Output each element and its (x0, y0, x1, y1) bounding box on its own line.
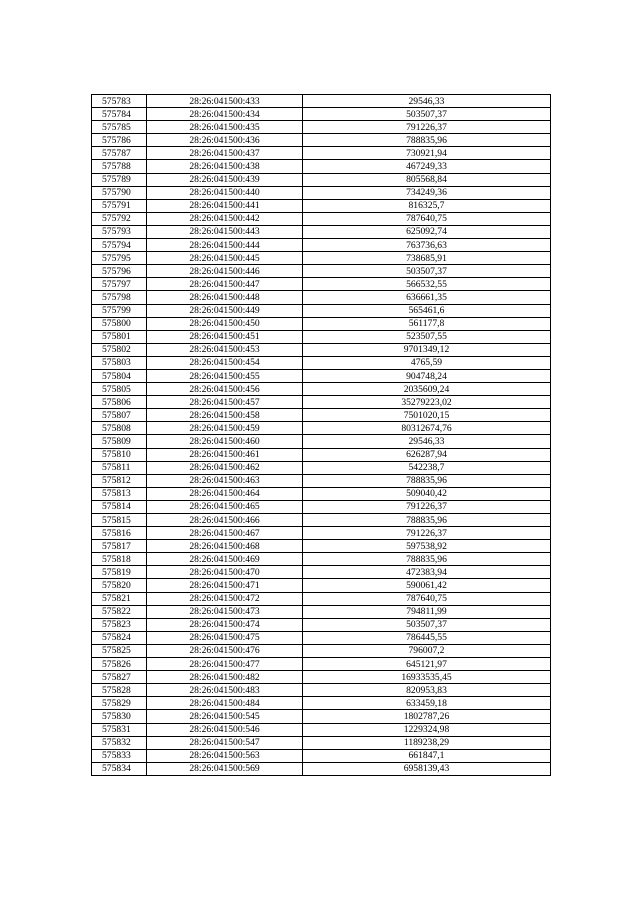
cadastral-value-cell: 597538,92 (303, 540, 551, 553)
cadastral-number-cell: 28:26:041500:468 (147, 540, 303, 553)
table-row (92, 199, 551, 212)
row-number-cell: 575800 (92, 317, 147, 330)
cadastral-number-cell: 28:26:041500:450 (147, 317, 303, 330)
row-number-cell: 575803 (92, 356, 147, 369)
cadastral-number-cell: 28:26:041500:461 (147, 448, 303, 461)
table-row (92, 487, 551, 500)
row-number-cell: 575811 (92, 461, 147, 474)
table-row (92, 618, 551, 631)
cadastral-number-cell: 28:26:041500:444 (147, 239, 303, 252)
cadastral-number-cell: 28:26:041500:547 (147, 736, 303, 749)
cadastral-value-cell: 2035609,24 (303, 383, 551, 396)
cadastral-value-cell: 661847,1 (303, 749, 551, 762)
cadastral-number-cell: 28:26:041500:455 (147, 369, 303, 382)
cadastral-number-cell: 28:26:041500:460 (147, 435, 303, 448)
cadastral-number-cell: 28:26:041500:434 (147, 108, 303, 121)
row-number-cell: 575819 (92, 566, 147, 579)
cadastral-number-cell: 28:26:041500:482 (147, 671, 303, 684)
table-row (92, 291, 551, 304)
table-row (92, 186, 551, 199)
table-row (92, 95, 551, 108)
cadastral-number-cell: 28:26:041500:458 (147, 409, 303, 422)
row-number-cell: 575830 (92, 710, 147, 723)
cadastral-number-cell: 28:26:041500:469 (147, 553, 303, 566)
row-number-cell: 575820 (92, 579, 147, 592)
cadastral-value-cell: 794811,99 (303, 605, 551, 618)
cadastral-number-cell: 28:26:041500:483 (147, 684, 303, 697)
cadastral-number-cell: 28:26:041500:433 (147, 95, 303, 108)
row-number-cell: 575817 (92, 540, 147, 553)
row-number-cell: 575808 (92, 422, 147, 435)
cadastral-value-cell: 6958139,43 (303, 762, 551, 775)
row-number-cell: 575788 (92, 160, 147, 173)
cadastral-number-cell: 28:26:041500:448 (147, 291, 303, 304)
cadastral-number-cell: 28:26:041500:471 (147, 579, 303, 592)
cadastral-number-cell: 28:26:041500:470 (147, 566, 303, 579)
cadastral-value-cell: 626287,94 (303, 448, 551, 461)
cadastral-value-cell: 503507,37 (303, 265, 551, 278)
table-row (92, 631, 551, 644)
table-row (92, 160, 551, 173)
table-row (92, 121, 551, 134)
row-number-cell: 575794 (92, 239, 147, 252)
cadastral-number-cell: 28:26:041500:546 (147, 723, 303, 736)
row-number-cell: 575810 (92, 448, 147, 461)
row-number-cell: 575796 (92, 265, 147, 278)
row-number-cell: 575821 (92, 592, 147, 605)
row-number-cell: 575783 (92, 95, 147, 108)
cadastral-number-cell: 28:26:041500:462 (147, 461, 303, 474)
row-number-cell: 575818 (92, 553, 147, 566)
cadastral-value-table (91, 94, 551, 776)
cadastral-value-cell: 1229324,98 (303, 723, 551, 736)
cadastral-value-cell: 1802787,26 (303, 710, 551, 723)
row-number-cell: 575799 (92, 304, 147, 317)
row-number-cell: 575802 (92, 343, 147, 356)
cadastral-value-cell: 816325,7 (303, 199, 551, 212)
cadastral-value-cell: 904748,24 (303, 369, 551, 382)
cadastral-value-cell: 791226,37 (303, 121, 551, 134)
cadastral-value-cell: 4765,59 (303, 356, 551, 369)
cadastral-value-cell: 566532,55 (303, 278, 551, 291)
cadastral-number-cell: 28:26:041500:473 (147, 605, 303, 618)
table-row (92, 108, 551, 121)
cadastral-number-cell: 28:26:041500:463 (147, 474, 303, 487)
cadastral-number-cell: 28:26:041500:453 (147, 343, 303, 356)
cadastral-value-cell: 788835,96 (303, 553, 551, 566)
cadastral-number-cell: 28:26:041500:439 (147, 173, 303, 186)
table-row (92, 252, 551, 265)
cadastral-value-cell: 763736,63 (303, 239, 551, 252)
table-row (92, 134, 551, 147)
table-row (92, 317, 551, 330)
row-number-cell: 575813 (92, 487, 147, 500)
row-number-cell: 575795 (92, 252, 147, 265)
row-number-cell: 575784 (92, 108, 147, 121)
row-number-cell: 575812 (92, 474, 147, 487)
row-number-cell: 575790 (92, 186, 147, 199)
cadastral-number-cell: 28:26:041500:569 (147, 762, 303, 775)
row-number-cell: 575809 (92, 435, 147, 448)
table-row (92, 592, 551, 605)
cadastral-number-cell: 28:26:041500:467 (147, 527, 303, 540)
cadastral-value-cell: 29546,33 (303, 435, 551, 448)
row-number-cell: 575814 (92, 500, 147, 513)
cadastral-value-cell: 796007,2 (303, 644, 551, 657)
cadastral-value-cell: 645121,97 (303, 658, 551, 671)
cadastral-number-cell: 28:26:041500:464 (147, 487, 303, 500)
cadastral-value-cell: 788835,96 (303, 134, 551, 147)
table-row (92, 527, 551, 540)
cadastral-value-cell: 636661,35 (303, 291, 551, 304)
table-row (92, 225, 551, 238)
cadastral-number-cell: 28:26:041500:484 (147, 697, 303, 710)
table-row (92, 173, 551, 186)
row-number-cell: 575829 (92, 697, 147, 710)
table-row (92, 553, 551, 566)
cadastral-value-cell: 738685,91 (303, 252, 551, 265)
table-row (92, 330, 551, 343)
table-row (92, 383, 551, 396)
cadastral-number-cell: 28:26:041500:477 (147, 658, 303, 671)
cadastral-number-cell: 28:26:041500:475 (147, 631, 303, 644)
table-row (92, 304, 551, 317)
table-row (92, 540, 551, 553)
cadastral-number-cell: 28:26:041500:442 (147, 212, 303, 225)
row-number-cell: 575826 (92, 658, 147, 671)
table-row (92, 749, 551, 762)
table-row (92, 514, 551, 527)
table-row (92, 448, 551, 461)
cadastral-value-cell: 35279223,02 (303, 396, 551, 409)
table-row (92, 239, 551, 252)
table-row (92, 461, 551, 474)
cadastral-number-cell: 28:26:041500:459 (147, 422, 303, 435)
cadastral-value-cell: 509040,42 (303, 487, 551, 500)
table-row (92, 723, 551, 736)
cadastral-value-cell: 467249,33 (303, 160, 551, 173)
row-number-cell: 575786 (92, 134, 147, 147)
cadastral-value-cell: 9701349,12 (303, 343, 551, 356)
table-row (92, 343, 551, 356)
cadastral-number-cell: 28:26:041500:465 (147, 500, 303, 513)
table-row (92, 605, 551, 618)
cadastral-value-cell: 565461,6 (303, 304, 551, 317)
table-row (92, 684, 551, 697)
table-row (92, 435, 551, 448)
table-row (92, 658, 551, 671)
row-number-cell: 575827 (92, 671, 147, 684)
cadastral-number-cell: 28:26:041500:436 (147, 134, 303, 147)
table-row (92, 762, 551, 775)
cadastral-value-cell: 80312674,76 (303, 422, 551, 435)
cadastral-value-cell: 788835,96 (303, 514, 551, 527)
cadastral-value-cell: 805568,84 (303, 173, 551, 186)
cadastral-number-cell: 28:26:041500:476 (147, 644, 303, 657)
cadastral-number-cell: 28:26:041500:466 (147, 514, 303, 527)
table-row (92, 500, 551, 513)
cadastral-value-cell: 820953,83 (303, 684, 551, 697)
table-row (92, 369, 551, 382)
row-number-cell: 575832 (92, 736, 147, 749)
cadastral-value-cell: 590061,42 (303, 579, 551, 592)
cadastral-value-cell: 791226,37 (303, 527, 551, 540)
cadastral-number-cell: 28:26:041500:445 (147, 252, 303, 265)
cadastral-number-cell: 28:26:041500:435 (147, 121, 303, 134)
table-row (92, 356, 551, 369)
table-row (92, 278, 551, 291)
row-number-cell: 575822 (92, 605, 147, 618)
cadastral-value-cell: 523507,55 (303, 330, 551, 343)
cadastral-value-cell: 16933535,45 (303, 671, 551, 684)
row-number-cell: 575787 (92, 147, 147, 160)
row-number-cell: 575825 (92, 644, 147, 657)
cadastral-value-cell: 561177,8 (303, 317, 551, 330)
row-number-cell: 575824 (92, 631, 147, 644)
row-number-cell: 575816 (92, 527, 147, 540)
cadastral-value-cell: 788835,96 (303, 474, 551, 487)
cadastral-value-cell: 1189238,29 (303, 736, 551, 749)
row-number-cell: 575831 (92, 723, 147, 736)
cadastral-number-cell: 28:26:041500:443 (147, 225, 303, 238)
cadastral-number-cell: 28:26:041500:440 (147, 186, 303, 199)
table-row (92, 147, 551, 160)
cadastral-number-cell: 28:26:041500:456 (147, 383, 303, 396)
cadastral-number-cell: 28:26:041500:454 (147, 356, 303, 369)
cadastral-number-cell: 28:26:041500:446 (147, 265, 303, 278)
row-number-cell: 575807 (92, 409, 147, 422)
table-row (92, 644, 551, 657)
cadastral-value-cell: 786445,55 (303, 631, 551, 644)
row-number-cell: 575815 (92, 514, 147, 527)
cadastral-value-cell: 472383,94 (303, 566, 551, 579)
row-number-cell: 575789 (92, 173, 147, 186)
row-number-cell: 575833 (92, 749, 147, 762)
cadastral-number-cell: 28:26:041500:449 (147, 304, 303, 317)
row-number-cell: 575785 (92, 121, 147, 134)
row-number-cell: 575834 (92, 762, 147, 775)
table-row (92, 212, 551, 225)
table-body (92, 95, 551, 776)
cadastral-value-cell: 734249,36 (303, 186, 551, 199)
row-number-cell: 575798 (92, 291, 147, 304)
row-number-cell: 575791 (92, 199, 147, 212)
table-row (92, 396, 551, 409)
cadastral-value-cell: 787640,75 (303, 592, 551, 605)
cadastral-number-cell: 28:26:041500:545 (147, 710, 303, 723)
table-row (92, 671, 551, 684)
cadastral-value-cell: 503507,37 (303, 618, 551, 631)
row-number-cell: 575801 (92, 330, 147, 343)
table-row (92, 422, 551, 435)
row-number-cell: 575823 (92, 618, 147, 631)
cadastral-value-cell: 7501020,15 (303, 409, 551, 422)
cadastral-value-cell: 791226,37 (303, 500, 551, 513)
cadastral-value-cell: 542238,7 (303, 461, 551, 474)
row-number-cell: 575828 (92, 684, 147, 697)
cadastral-value-cell: 633459,18 (303, 697, 551, 710)
cadastral-number-cell: 28:26:041500:437 (147, 147, 303, 160)
table-row (92, 736, 551, 749)
cadastral-value-cell: 730921,94 (303, 147, 551, 160)
table-row (92, 566, 551, 579)
table-row (92, 474, 551, 487)
cadastral-number-cell: 28:26:041500:457 (147, 396, 303, 409)
cadastral-number-cell: 28:26:041500:438 (147, 160, 303, 173)
row-number-cell: 575797 (92, 278, 147, 291)
cadastral-value-cell: 625092,74 (303, 225, 551, 238)
table-row (92, 697, 551, 710)
row-number-cell: 575805 (92, 383, 147, 396)
cadastral-value-cell: 503507,37 (303, 108, 551, 121)
row-number-cell: 575793 (92, 225, 147, 238)
row-number-cell: 575792 (92, 212, 147, 225)
cadastral-number-cell: 28:26:041500:563 (147, 749, 303, 762)
table-row (92, 409, 551, 422)
cadastral-number-cell: 28:26:041500:472 (147, 592, 303, 605)
cadastral-value-cell: 29546,33 (303, 95, 551, 108)
cadastral-number-cell: 28:26:041500:447 (147, 278, 303, 291)
row-number-cell: 575804 (92, 369, 147, 382)
cadastral-number-cell: 28:26:041500:474 (147, 618, 303, 631)
cadastral-number-cell: 28:26:041500:451 (147, 330, 303, 343)
table-row (92, 579, 551, 592)
cadastral-value-cell: 787640,75 (303, 212, 551, 225)
row-number-cell: 575806 (92, 396, 147, 409)
cadastral-number-cell: 28:26:041500:441 (147, 199, 303, 212)
table-row (92, 710, 551, 723)
table-row (92, 265, 551, 278)
